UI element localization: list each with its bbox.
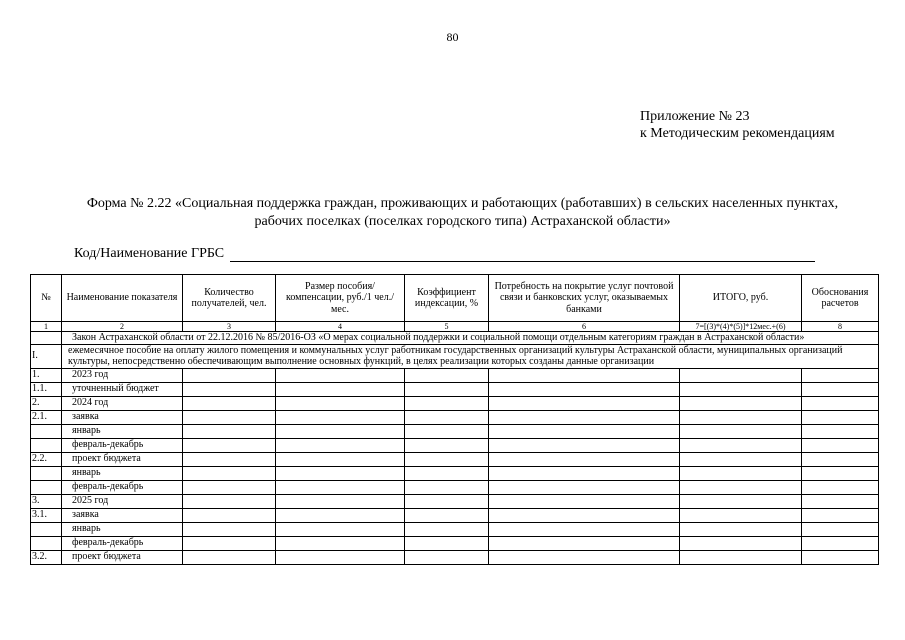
table-cell[interactable] <box>680 424 802 438</box>
table-cell[interactable] <box>183 508 276 522</box>
section-number: I. <box>31 344 62 368</box>
law-text: Закон Астраханской области от 22.12.2016 № 85/2016-ОЗ «О мерах социальной поддержки и социальной помощи отдельным категориям граждан в Астраханской области» <box>62 332 879 345</box>
row-number <box>31 424 62 438</box>
table-cell[interactable] <box>183 410 276 424</box>
table-cell[interactable] <box>489 508 680 522</box>
table-cell[interactable] <box>802 466 879 480</box>
table-cell[interactable] <box>680 396 802 410</box>
column-number: 8 <box>802 322 879 332</box>
table-cell[interactable] <box>802 550 879 564</box>
header-cell: Коэффициент индексации, % <box>405 275 489 322</box>
row-number <box>31 438 62 452</box>
table-cell[interactable] <box>680 522 802 536</box>
row-number <box>31 522 62 536</box>
section-row <box>31 344 879 368</box>
table-cell[interactable] <box>802 536 879 550</box>
table-cell[interactable] <box>276 382 405 396</box>
table-cell[interactable] <box>802 424 879 438</box>
table-cell[interactable] <box>183 480 276 494</box>
table-cell[interactable] <box>489 396 680 410</box>
column-number: 4 <box>276 322 405 332</box>
form-title-line-2: рабочих поселках (поселках городского типа) Астраханской области» <box>254 214 671 229</box>
table-cell[interactable] <box>183 396 276 410</box>
table-cell[interactable] <box>802 438 879 452</box>
table-cell[interactable] <box>489 368 680 382</box>
table-cell[interactable] <box>405 452 489 466</box>
table-row <box>31 438 879 452</box>
header-cell: Обоснования расчетов <box>802 275 879 322</box>
row-label: 2023 год <box>62 368 183 382</box>
header-cell: Потребность на покрытие услуг почтовой связи и банковских услуг, оказываемых банками <box>489 275 680 322</box>
table-cell[interactable] <box>405 508 489 522</box>
table-cell[interactable] <box>405 466 489 480</box>
table-row <box>31 508 879 522</box>
table-row <box>31 536 879 550</box>
table-cell[interactable] <box>276 368 405 382</box>
table-cell[interactable] <box>802 368 879 382</box>
header-cell: Количество получателей, чел. <box>183 275 276 322</box>
table-cell[interactable] <box>183 536 276 550</box>
table-cell[interactable] <box>276 536 405 550</box>
table-cell[interactable] <box>405 424 489 438</box>
form-title-line-1: Форма № 2.22 «Социальная поддержка граждан, проживающих и работающих (работавших) в сельских населенных пунктах, <box>86 196 839 211</box>
table-cell[interactable] <box>405 494 489 508</box>
row-number <box>31 480 62 494</box>
table-row <box>31 368 879 382</box>
table-cell[interactable] <box>489 480 680 494</box>
table-row <box>31 452 879 466</box>
grbs-field <box>74 246 815 262</box>
table-cell[interactable] <box>183 522 276 536</box>
appendix-note <box>640 108 835 142</box>
table-cell[interactable] <box>183 368 276 382</box>
table-cell[interactable] <box>680 494 802 508</box>
table-cell[interactable] <box>276 508 405 522</box>
table-cell[interactable] <box>276 550 405 564</box>
row-number: 2. <box>31 396 62 410</box>
table-cell[interactable] <box>183 452 276 466</box>
table-cell[interactable] <box>405 410 489 424</box>
appendix-line-2: к Методическим рекомендациям <box>640 126 835 141</box>
grbs-label: Код/Наименование ГРБС <box>74 246 225 261</box>
table-cell[interactable] <box>489 452 680 466</box>
table-cell[interactable] <box>183 424 276 438</box>
table-cell[interactable] <box>405 550 489 564</box>
table-row <box>31 522 879 536</box>
table-cell[interactable] <box>405 438 489 452</box>
table-cell[interactable] <box>489 410 680 424</box>
header-cell: Наименование показателя <box>62 275 183 322</box>
table-cell[interactable] <box>489 424 680 438</box>
row-number: 1.1. <box>31 382 62 396</box>
table-cell[interactable] <box>405 382 489 396</box>
table-cell[interactable] <box>489 438 680 452</box>
table-cell[interactable] <box>680 452 802 466</box>
table-cell[interactable] <box>276 466 405 480</box>
header-cell: Размер пособия/компенсации, руб./1 чел./мес. <box>276 275 405 322</box>
row-number: 3.2. <box>31 550 62 564</box>
column-number-row <box>31 322 879 332</box>
table-cell[interactable] <box>489 536 680 550</box>
table-cell[interactable] <box>802 508 879 522</box>
table-cell[interactable] <box>680 410 802 424</box>
table-cell[interactable] <box>489 550 680 564</box>
row-number <box>31 536 62 550</box>
form-table <box>30 274 879 565</box>
row-label: февраль-декабрь <box>62 536 183 550</box>
row-number: 3.1. <box>31 508 62 522</box>
table-cell <box>31 332 62 345</box>
row-number: 1. <box>31 368 62 382</box>
row-label: февраль-декабрь <box>62 480 183 494</box>
table-cell[interactable] <box>276 396 405 410</box>
table-cell[interactable] <box>489 522 680 536</box>
row-label: январь <box>62 466 183 480</box>
table-cell[interactable] <box>276 494 405 508</box>
table-cell[interactable] <box>802 452 879 466</box>
table-cell[interactable] <box>405 536 489 550</box>
table-cell[interactable] <box>276 424 405 438</box>
table-cell[interactable] <box>680 536 802 550</box>
table-cell[interactable] <box>276 438 405 452</box>
form-title <box>40 195 885 231</box>
column-number: 3 <box>183 322 276 332</box>
table-cell[interactable] <box>802 522 879 536</box>
row-label: февраль-декабрь <box>62 438 183 452</box>
table-cell[interactable] <box>183 550 276 564</box>
table-cell[interactable] <box>489 382 680 396</box>
row-label: уточненный бюджет <box>62 382 183 396</box>
table-row <box>31 396 879 410</box>
table-cell[interactable] <box>680 438 802 452</box>
section-text: ежемесячное пособие на оплату жилого помещения и коммунальных услуг работникам государственных организаций культуры Астраханской области, муниципальных организаций культуры, непосредственно обеспечивающим выполнение основных функций, в целях реализации которых созданы данные организации <box>62 344 879 368</box>
table-row <box>31 466 879 480</box>
table-cell[interactable] <box>489 494 680 508</box>
table-cell[interactable] <box>802 410 879 424</box>
row-label: 2024 год <box>62 396 183 410</box>
column-number: 5 <box>405 322 489 332</box>
row-label: 2025 год <box>62 494 183 508</box>
table-cell[interactable] <box>680 382 802 396</box>
row-label: январь <box>62 424 183 438</box>
page-number: 80 <box>446 30 459 44</box>
table-row <box>31 410 879 424</box>
column-number: 1 <box>31 322 62 332</box>
grbs-blank-line <box>230 247 815 262</box>
table-row <box>31 480 879 494</box>
table-cell[interactable] <box>680 550 802 564</box>
row-label: заявка <box>62 508 183 522</box>
table-cell[interactable] <box>802 494 879 508</box>
table-cell[interactable] <box>680 480 802 494</box>
row-number <box>31 466 62 480</box>
table-cell[interactable] <box>276 410 405 424</box>
table-cell[interactable] <box>489 466 680 480</box>
table-cell[interactable] <box>680 508 802 522</box>
row-label: заявка <box>62 410 183 424</box>
table-cell[interactable] <box>405 368 489 382</box>
table-row <box>31 424 879 438</box>
appendix-line-1: Приложение № 23 <box>640 109 750 124</box>
table-row <box>31 550 879 564</box>
row-label: январь <box>62 522 183 536</box>
table-cell[interactable] <box>405 522 489 536</box>
table-cell[interactable] <box>183 494 276 508</box>
table-row <box>31 494 879 508</box>
table-row <box>31 382 879 396</box>
row-number: 2.1. <box>31 410 62 424</box>
table-cell[interactable] <box>276 480 405 494</box>
table-cell[interactable] <box>802 480 879 494</box>
table-cell[interactable] <box>405 396 489 410</box>
table-cell[interactable] <box>680 466 802 480</box>
table-cell[interactable] <box>680 368 802 382</box>
table-cell[interactable] <box>802 396 879 410</box>
header-row <box>31 275 879 322</box>
row-number: 3. <box>31 494 62 508</box>
table-cell[interactable] <box>276 452 405 466</box>
header-cell: ИТОГО, руб. <box>680 275 802 322</box>
column-number: 2 <box>62 322 183 332</box>
table-cell[interactable] <box>405 480 489 494</box>
table-cell[interactable] <box>183 438 276 452</box>
column-number: 7=[(3)*(4)*(5)]*12мес.+(6) <box>680 322 802 332</box>
column-number: 6 <box>489 322 680 332</box>
table-cell[interactable] <box>276 522 405 536</box>
table-cell[interactable] <box>802 382 879 396</box>
row-number: 2.2. <box>31 452 62 466</box>
header-cell: № <box>31 275 62 322</box>
table-cell[interactable] <box>183 382 276 396</box>
row-label: проект бюджета <box>62 550 183 564</box>
row-label: проект бюджета <box>62 452 183 466</box>
law-row <box>31 332 879 345</box>
table-cell[interactable] <box>183 466 276 480</box>
